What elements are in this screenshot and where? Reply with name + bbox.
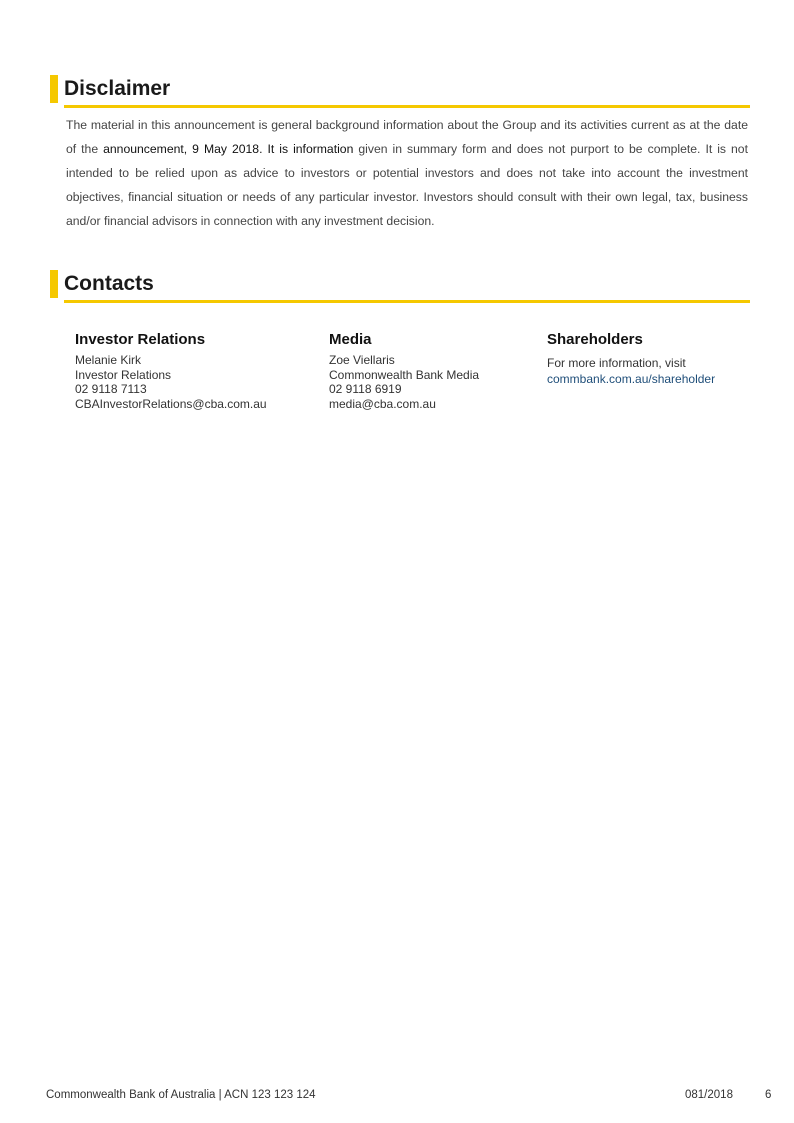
contact-email[interactable]: media@cba.com.au bbox=[329, 396, 436, 411]
disclaimer-text-part3: given in summary form and does not purport to be complete. It is not intended to be relied upon as advice to investors or potential investors and does not take into account the investment objectives, financial situation or needs of any particular investor. Investors should consult with their own legal, tax, business and/or financial advisors in connection with any investment decision. bbox=[66, 142, 748, 228]
heading-underline bbox=[64, 105, 750, 108]
contact-role: Investor Relations bbox=[75, 367, 172, 382]
accent-bar bbox=[50, 75, 58, 103]
shareholders-info bbox=[547, 355, 757, 387]
disclaimer-heading: Disclaimer bbox=[64, 77, 171, 100]
contact-role: Commonwealth Bank Media bbox=[329, 367, 480, 382]
contact-name: Melanie Kirk bbox=[75, 353, 142, 367]
disclaimer-section-header bbox=[50, 75, 750, 105]
disclaimer-text-part1: The material in this announcement is general background information about the Group and its activities current as at the date of the bbox=[66, 118, 748, 156]
investor-relations-contact bbox=[75, 331, 315, 411]
disclaimer-body bbox=[66, 113, 748, 233]
page-number: 6 bbox=[765, 1089, 772, 1101]
contacts-section-header bbox=[50, 270, 750, 300]
heading-underline bbox=[64, 300, 750, 303]
shareholders-text: For more information, visit bbox=[547, 356, 686, 370]
footer-release-code: 081/2018 bbox=[685, 1089, 733, 1101]
shareholders-title: Shareholders bbox=[547, 331, 643, 348]
footer-company: Commonwealth Bank of Australia | ACN 123 123 124 bbox=[46, 1089, 316, 1101]
contact-name: Zoe Viellaris bbox=[329, 353, 395, 367]
shareholder-link[interactable]: commbank.com.au/shareholder bbox=[547, 372, 716, 386]
contact-phone: 02 9118 7113 bbox=[75, 382, 147, 396]
accent-bar bbox=[50, 270, 58, 298]
shareholders-contact bbox=[547, 331, 757, 387]
contact-email[interactable]: CBAInvestorRelations@cba.com.au bbox=[75, 396, 267, 411]
contact-phone: 02 9118 6919 bbox=[329, 382, 402, 396]
contacts-heading: Contacts bbox=[64, 272, 154, 295]
investor-relations-title: Investor Relations bbox=[75, 331, 206, 348]
media-contact bbox=[329, 331, 529, 411]
media-title: Media bbox=[329, 331, 372, 348]
disclaimer-text-part2: announcement, 9 May 2018. It is information bbox=[103, 142, 354, 156]
